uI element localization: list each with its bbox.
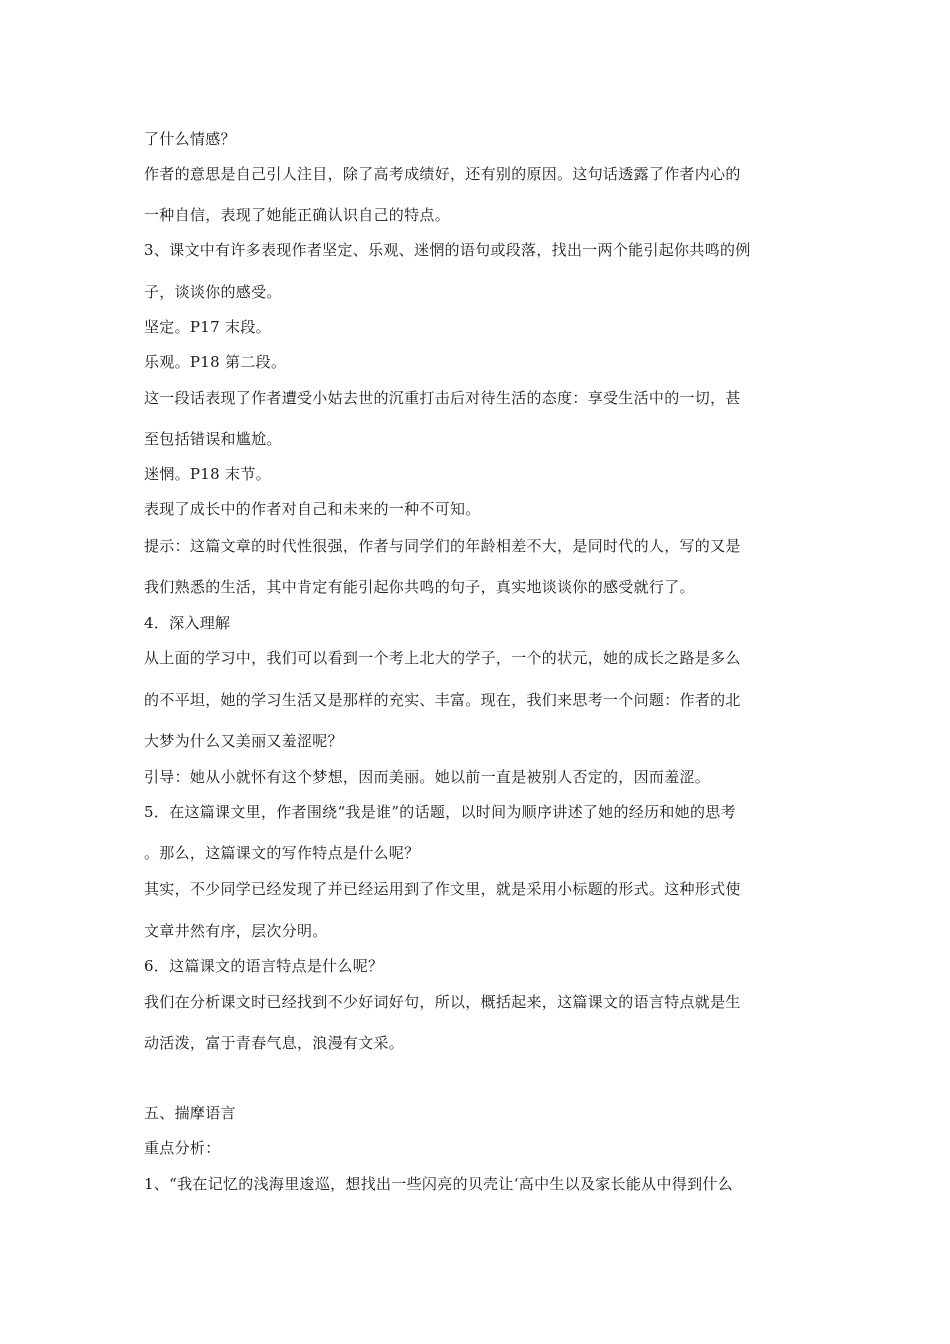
text-line: 表现了成长中的作者对自己和未来的一种不可知。 — [144, 500, 481, 518]
text-line: 3、课文中有许多表现作者坚定、乐观、迷惘的语句或段落，找出一两个能引起你共鸣的例 — [144, 241, 751, 259]
text-line: 提示：这篇文章的时代性很强，作者与同学们的年龄相差不大，是同时代的人，写的又是 — [144, 537, 741, 555]
text-line: 引导：她从小就怀有这个梦想，因而美丽。她以前一直是被别人否定的，因而羞涩。 — [144, 768, 711, 786]
text-line: 至包括错误和尴尬。 — [144, 430, 282, 448]
text-line: 其实，不少同学已经发现了并已经运用到了作文里，就是采用小标题的形式。这种形式使 — [144, 880, 741, 898]
text-line: 乐观。P18 第二段。 — [144, 353, 287, 371]
text-line: 动活泼，富于青春气息，浪漫有文采。 — [144, 1034, 405, 1052]
text-line: 一种自信，表现了她能正确认识自己的特点。 — [144, 206, 451, 224]
text-line: 我们熟悉的生活，其中肯定有能引起你共鸣的句子，真实地谈谈你的感受就行了。 — [144, 578, 695, 596]
text-line: 文章井然有序，层次分明。 — [144, 922, 328, 940]
text-line: 。那么，这篇课文的写作特点是什么呢？ — [144, 844, 420, 862]
text-line: 坚定。P17 末段。 — [144, 318, 271, 336]
text-line: 重点分析： — [144, 1139, 221, 1157]
text-line: 大梦为什么又美丽又羞涩呢？ — [144, 732, 343, 750]
text-line: 6．这篇课文的语言特点是什么呢？ — [144, 957, 384, 975]
text-line: 从上面的学习中，我们可以看到一个考上北大的学子，一个的状元，她的成长之路是多么 — [144, 649, 741, 667]
text-line: 了什么情感？ — [144, 130, 236, 148]
text-line: 4．深入理解 — [144, 614, 231, 632]
text-line: 子，谈谈你的感受。 — [144, 283, 282, 301]
text-line: 的不平坦，她的学习生活又是那样的充实、丰富。现在，我们来思考一个问题：作者的北 — [144, 691, 741, 709]
section-heading: 五、揣摩语言 — [144, 1104, 236, 1122]
text-line: 我们在分析课文时已经找到不少好词好句，所以，概括起来，这篇课文的语言特点就是生 — [144, 993, 741, 1011]
text-line: 1、“我在记忆的浅海里逡巡，想找出一些闪亮的贝壳让‘高中生以及家长能从中得到什么 — [144, 1175, 733, 1193]
text-line: 这一段话表现了作者遭受小姑去世的沉重打击后对待生活的态度：享受生活中的一切，甚 — [144, 389, 741, 407]
text-line: 5．在这篇课文里，作者围绕“我是谁”的话题，以时间为顺序讲述了她的经历和她的思考 — [144, 803, 736, 821]
text-line: 作者的意思是自己引人注目，除了高考成绩好，还有别的原因。这句话透露了作者内心的 — [144, 165, 741, 183]
text-line: 迷惘。P18 末节。 — [144, 465, 271, 483]
